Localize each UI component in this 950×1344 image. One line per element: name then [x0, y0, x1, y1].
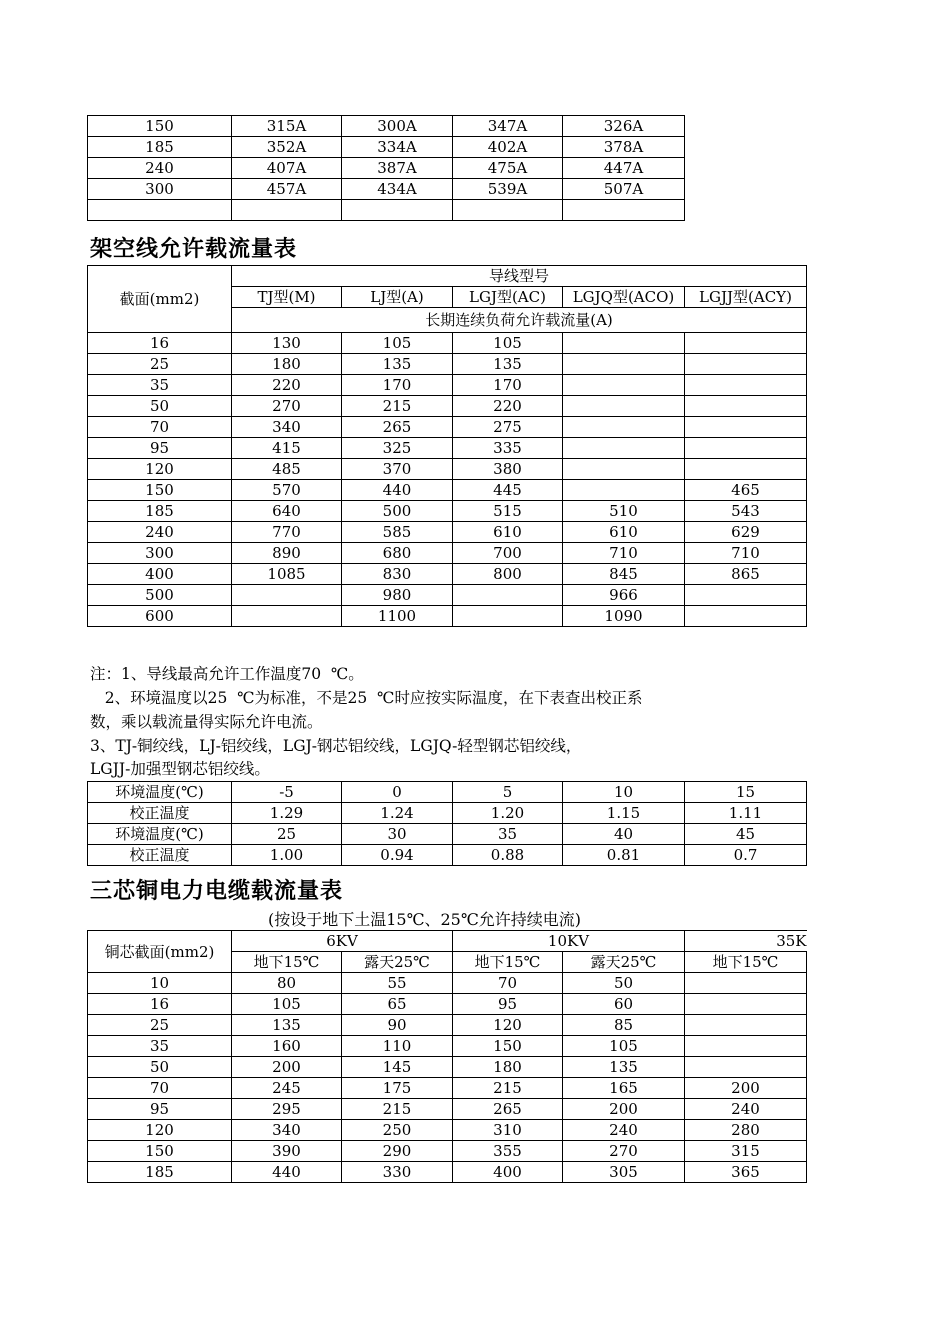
note-line-5: LGJJ-加强型钢芯铝绞线。 — [90, 760, 270, 778]
table-cell — [232, 606, 342, 627]
table-cell: 105 — [453, 333, 563, 354]
table-cell: 240 — [88, 522, 232, 543]
wire-type-header: LGJQ型(ACO) — [563, 287, 685, 308]
table-cell: 185 — [88, 501, 232, 522]
table-cell: 0.88 — [453, 845, 563, 866]
table-cell: 680 — [342, 543, 453, 564]
table-cell: 0.81 — [563, 845, 685, 866]
table-header-row — [88, 931, 807, 952]
table-cell — [685, 1015, 807, 1036]
table-row — [88, 1015, 807, 1036]
note-line-4: 3、TJ-铜绞线，LJ-铝绞线，LGJ-钢芯铝绞线，LGJQ-轻型钢芯铝绞线， — [90, 737, 582, 755]
top-table-body — [88, 116, 685, 221]
table-cell: 710 — [685, 543, 807, 564]
table-cell: 800 — [453, 564, 563, 585]
cable-table-subtitle: (按设于地下土温15℃、25℃允许持续电流) — [268, 910, 582, 929]
install-condition-header: 地下15℃ — [453, 952, 563, 973]
table-cell: 110 — [342, 1036, 453, 1057]
table-cell: 966 — [563, 585, 685, 606]
table-cell: 380 — [453, 459, 563, 480]
table-row — [88, 116, 685, 137]
table-cell: 485 — [232, 459, 342, 480]
table-cell: 1.15 — [563, 803, 685, 824]
table-cell: 135 — [453, 354, 563, 375]
table-cell: 215 — [342, 396, 453, 417]
table-cell: 500 — [342, 501, 453, 522]
table-cell: 434A — [342, 179, 453, 200]
note-line-3: 数，乘以载流量得实际允许电流。 — [90, 713, 323, 731]
table-cell — [685, 417, 807, 438]
table-cell: 240 — [88, 158, 232, 179]
table-cell: 1.00 — [232, 845, 342, 866]
table-cell: 1090 — [563, 606, 685, 627]
table-cell: 980 — [342, 585, 453, 606]
table-row — [88, 824, 807, 845]
table-cell: 335 — [453, 438, 563, 459]
table-cell: 120 — [88, 1120, 232, 1141]
table-row — [88, 973, 807, 994]
table-cell: 0.7 — [685, 845, 807, 866]
top-current-table — [87, 115, 685, 221]
wire-type-group-header: 导线型号 — [232, 266, 807, 287]
table-cell: 445 — [453, 480, 563, 501]
table-cell: 400 — [453, 1162, 563, 1183]
table-cell: 352A — [232, 137, 342, 158]
table-cell: 515 — [453, 501, 563, 522]
table-cell — [685, 354, 807, 375]
table-cell: 95 — [88, 1099, 232, 1120]
table-cell: 80 — [232, 973, 342, 994]
overhead-table-body — [88, 266, 807, 627]
table-cell: 507A — [563, 179, 685, 200]
table-cell: 校正温度 — [88, 845, 232, 866]
table-cell: 25 — [88, 1015, 232, 1036]
table-row — [88, 158, 685, 179]
table-cell: 245 — [232, 1078, 342, 1099]
table-cell: 300 — [88, 543, 232, 564]
table-cell — [685, 333, 807, 354]
table-cell: 65 — [342, 994, 453, 1015]
table-cell: 10 — [563, 782, 685, 803]
overhead-ampacity-table — [87, 265, 807, 627]
table-cell: 378A — [563, 137, 685, 158]
wire-type-header: TJ型(M) — [232, 287, 342, 308]
table-cell: 265 — [342, 417, 453, 438]
table-cell: 150 — [88, 480, 232, 501]
table-cell: 475A — [453, 158, 563, 179]
table-cell: 865 — [685, 564, 807, 585]
table-cell: 15 — [685, 782, 807, 803]
table-cell: 105 — [563, 1036, 685, 1057]
table-cell: 570 — [232, 480, 342, 501]
section-header-cell: 铜芯截面(mm2) — [88, 931, 232, 973]
table-cell: 457A — [232, 179, 342, 200]
table-cell: 355 — [453, 1141, 563, 1162]
table-cell: 310 — [453, 1120, 563, 1141]
table-row — [88, 1036, 807, 1057]
table-cell: 280 — [685, 1120, 807, 1141]
table-cell: 135 — [563, 1057, 685, 1078]
table-cell: 0 — [342, 782, 453, 803]
table-row — [88, 354, 807, 375]
table-cell: 510 — [563, 501, 685, 522]
table-cell: 220 — [232, 375, 342, 396]
table-cell: 220 — [453, 396, 563, 417]
section-header-cell: 截面(mm2) — [88, 266, 232, 333]
table-cell: 70 — [453, 973, 563, 994]
table-cell — [685, 994, 807, 1015]
table-cell: 629 — [685, 522, 807, 543]
table-cell — [563, 396, 685, 417]
table-row — [88, 994, 807, 1015]
table-cell: 290 — [342, 1141, 453, 1162]
table-cell: 环境温度(℃) — [88, 782, 232, 803]
table-cell: 543 — [685, 501, 807, 522]
table-cell: 55 — [342, 973, 453, 994]
table-cell: 200 — [685, 1078, 807, 1099]
correction-table-body — [88, 782, 807, 866]
top-current-table-block — [87, 115, 685, 221]
table-cell: 407A — [232, 158, 342, 179]
table-cell: 5 — [453, 782, 563, 803]
note-line-2: 2、环境温度以25 ℃为标准，不是25 ℃时应按实际温度，在下表查出校正系 — [90, 689, 643, 707]
table-row — [88, 1057, 807, 1078]
table-cell: 610 — [563, 522, 685, 543]
table-cell: 365 — [685, 1162, 807, 1183]
table-cell: 447A — [563, 158, 685, 179]
table-cell: 170 — [453, 375, 563, 396]
table-cell: 165 — [563, 1078, 685, 1099]
table-cell: 25 — [88, 354, 232, 375]
note-line-1: 注：1、导线最高允许工作温度70 ℃。 — [90, 665, 364, 683]
table-row — [88, 1120, 807, 1141]
table-cell: 105 — [342, 333, 453, 354]
table-cell: 250 — [342, 1120, 453, 1141]
table-cell: 387A — [342, 158, 453, 179]
table-cell: 90 — [342, 1015, 453, 1036]
table-cell: 275 — [453, 417, 563, 438]
table-cell: 25 — [232, 824, 342, 845]
table-cell: 1100 — [342, 606, 453, 627]
table-cell: 330 — [342, 1162, 453, 1183]
table-cell: 340 — [232, 417, 342, 438]
table-cell: 640 — [232, 501, 342, 522]
overhead-table-title: 架空线允许载流量表 — [90, 237, 298, 262]
table-row — [88, 564, 807, 585]
table-cell: 300A — [342, 116, 453, 137]
table-row — [88, 200, 685, 221]
table-row — [88, 333, 807, 354]
table-cell: 610 — [453, 522, 563, 543]
table-cell: 215 — [453, 1078, 563, 1099]
table-cell: 270 — [563, 1141, 685, 1162]
table-cell: 465 — [685, 480, 807, 501]
table-cell: 60 — [563, 994, 685, 1015]
table-cell: 70 — [88, 1078, 232, 1099]
table-cell — [88, 200, 232, 221]
table-row — [88, 1099, 807, 1120]
voltage-10kv-header: 10KV — [453, 931, 685, 952]
table-cell: 315 — [685, 1141, 807, 1162]
table-cell: 16 — [88, 333, 232, 354]
table-cell: 10 — [88, 973, 232, 994]
install-condition-header: 露天25℃ — [342, 952, 453, 973]
table-cell: 415 — [232, 438, 342, 459]
table-cell — [685, 438, 807, 459]
table-cell: 185 — [88, 137, 232, 158]
table-cell: 170 — [342, 375, 453, 396]
table-row — [88, 501, 807, 522]
table-cell: 240 — [563, 1120, 685, 1141]
table-cell — [232, 585, 342, 606]
table-row — [88, 396, 807, 417]
table-row — [88, 522, 807, 543]
table-cell — [453, 606, 563, 627]
table-cell: -5 — [232, 782, 342, 803]
table-cell: 200 — [232, 1057, 342, 1078]
table-cell: 50 — [88, 396, 232, 417]
table-row — [88, 480, 807, 501]
table-row — [88, 606, 807, 627]
wire-type-header: LJ型(A) — [342, 287, 453, 308]
table-cell — [685, 973, 807, 994]
table-cell: 70 — [88, 417, 232, 438]
table-cell: 50 — [563, 973, 685, 994]
table-cell: 16 — [88, 994, 232, 1015]
table-cell: 1.20 — [453, 803, 563, 824]
voltage-6kv-header: 6KV — [232, 931, 453, 952]
table-cell — [563, 200, 685, 221]
table-cell: 150 — [453, 1036, 563, 1057]
table-cell: 160 — [232, 1036, 342, 1057]
table-cell — [685, 1036, 807, 1057]
table-row — [88, 179, 685, 200]
table-cell: 402A — [453, 137, 563, 158]
voltage-35kv-header: 35K — [685, 931, 807, 952]
table-header-row — [88, 266, 807, 287]
table-cell: 305 — [563, 1162, 685, 1183]
table-cell — [232, 200, 342, 221]
table-cell: 1.24 — [342, 803, 453, 824]
table-cell: 180 — [232, 354, 342, 375]
table-cell: 390 — [232, 1141, 342, 1162]
table-cell: 539A — [453, 179, 563, 200]
table-cell: 295 — [232, 1099, 342, 1120]
table-row — [88, 1162, 807, 1183]
table-cell: 890 — [232, 543, 342, 564]
table-cell: 50 — [88, 1057, 232, 1078]
table-cell: 35 — [453, 824, 563, 845]
table-cell: 135 — [342, 354, 453, 375]
table-cell: 环境温度(℃) — [88, 824, 232, 845]
table-cell — [685, 459, 807, 480]
table-cell: 175 — [342, 1078, 453, 1099]
table-cell: 325 — [342, 438, 453, 459]
table-cell: 130 — [232, 333, 342, 354]
install-condition-header: 露天25℃ — [563, 952, 685, 973]
table-cell: 150 — [88, 116, 232, 137]
table-cell: 45 — [685, 824, 807, 845]
table-cell — [453, 200, 563, 221]
ampacity-subheader: 长期连续负荷允许载流量(A) — [232, 308, 807, 333]
table-cell: 35 — [88, 375, 232, 396]
table-cell: 585 — [342, 522, 453, 543]
table-cell: 770 — [232, 522, 342, 543]
table-cell — [563, 333, 685, 354]
table-cell: 150 — [88, 1141, 232, 1162]
table-cell: 0.94 — [342, 845, 453, 866]
table-cell — [685, 585, 807, 606]
table-cell: 1085 — [232, 564, 342, 585]
table-cell: 145 — [342, 1057, 453, 1078]
table-cell: 校正温度 — [88, 803, 232, 824]
table-row — [88, 543, 807, 564]
table-row — [88, 585, 807, 606]
table-cell: 440 — [232, 1162, 342, 1183]
table-cell: 710 — [563, 543, 685, 564]
table-cell — [563, 480, 685, 501]
table-cell: 200 — [563, 1099, 685, 1120]
table-row — [88, 459, 807, 480]
table-cell: 265 — [453, 1099, 563, 1120]
table-cell — [685, 396, 807, 417]
table-row — [88, 782, 807, 803]
table-cell — [685, 1057, 807, 1078]
table-cell: 830 — [342, 564, 453, 585]
table-row — [88, 1141, 807, 1162]
table-cell: 326A — [563, 116, 685, 137]
table-cell: 35 — [88, 1036, 232, 1057]
table-cell: 440 — [342, 480, 453, 501]
table-cell — [563, 459, 685, 480]
table-cell: 400 — [88, 564, 232, 585]
table-cell: 215 — [342, 1099, 453, 1120]
table-row — [88, 375, 807, 396]
table-cell — [685, 606, 807, 627]
table-cell: 845 — [563, 564, 685, 585]
wire-type-header: LGJ型(AC) — [453, 287, 563, 308]
table-cell — [453, 585, 563, 606]
table-cell: 315A — [232, 116, 342, 137]
table-cell: 95 — [453, 994, 563, 1015]
cable-table-title: 三芯铜电力电缆载流量表 — [90, 879, 344, 904]
table-cell: 135 — [232, 1015, 342, 1036]
table-cell: 105 — [232, 994, 342, 1015]
correction-table-block — [87, 781, 807, 866]
table-cell: 1.11 — [685, 803, 807, 824]
table-cell: 240 — [685, 1099, 807, 1120]
table-cell — [685, 375, 807, 396]
table-cell: 600 — [88, 606, 232, 627]
table-cell: 340 — [232, 1120, 342, 1141]
table-row — [88, 845, 807, 866]
table-cell: 334A — [342, 137, 453, 158]
table-cell: 500 — [88, 585, 232, 606]
table-cell: 1.29 — [232, 803, 342, 824]
table-cell: 370 — [342, 459, 453, 480]
table-cell — [563, 375, 685, 396]
wire-type-header: LGJJ型(ACY) — [685, 287, 807, 308]
table-cell: 95 — [88, 438, 232, 459]
install-condition-header: 地下15℃ — [232, 952, 342, 973]
table-cell: 185 — [88, 1162, 232, 1183]
table-cell — [563, 438, 685, 459]
table-cell: 270 — [232, 396, 342, 417]
cable-table-body — [88, 931, 807, 1183]
table-row — [88, 1078, 807, 1099]
table-row — [88, 137, 685, 158]
table-cell — [342, 200, 453, 221]
cable-table-block — [87, 930, 809, 1183]
table-cell: 85 — [563, 1015, 685, 1036]
temperature-correction-table — [87, 781, 807, 866]
table-cell: 700 — [453, 543, 563, 564]
table-cell: 300 — [88, 179, 232, 200]
overhead-table-block — [87, 265, 807, 627]
table-cell: 120 — [453, 1015, 563, 1036]
table-row — [88, 803, 807, 824]
table-cell: 120 — [88, 459, 232, 480]
install-condition-header: 地下15℃ — [685, 952, 807, 973]
table-cell: 347A — [453, 116, 563, 137]
table-cell — [563, 354, 685, 375]
table-row — [88, 417, 807, 438]
table-cell: 40 — [563, 824, 685, 845]
cable-ampacity-table — [87, 930, 807, 1183]
table-row — [88, 438, 807, 459]
table-cell — [563, 417, 685, 438]
table-cell: 180 — [453, 1057, 563, 1078]
table-cell: 30 — [342, 824, 453, 845]
